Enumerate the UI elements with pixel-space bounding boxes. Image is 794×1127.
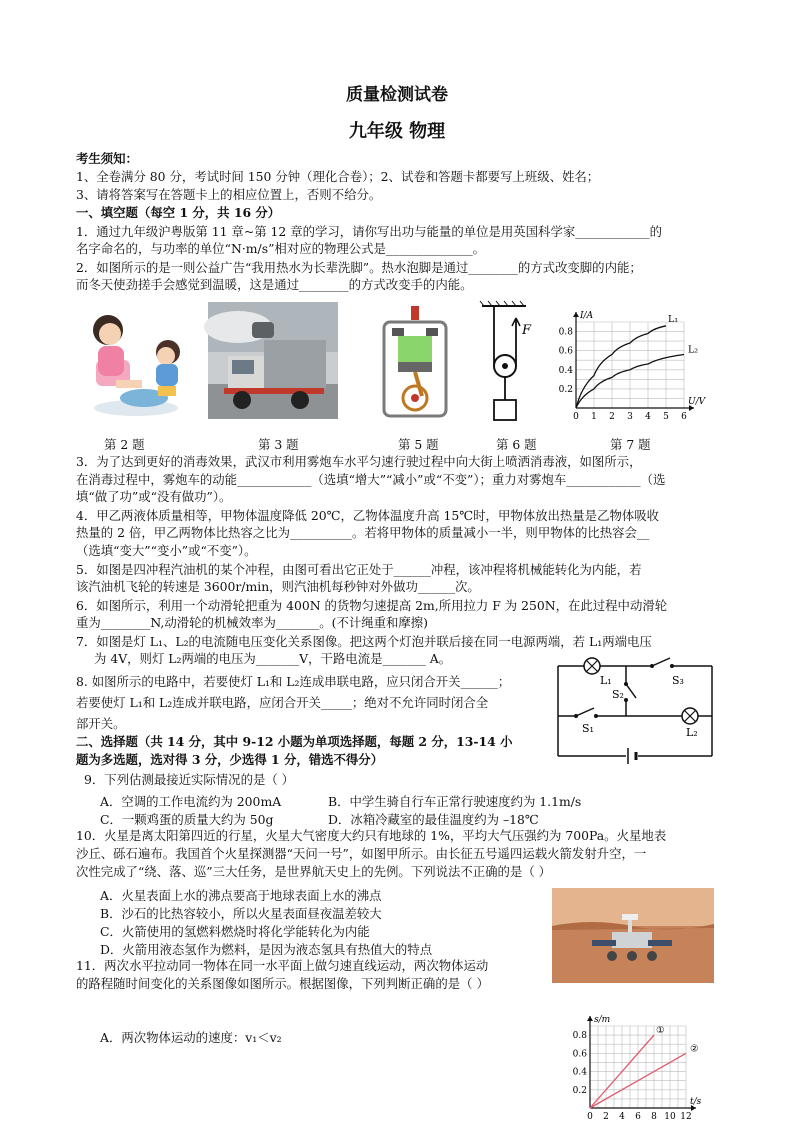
- lamp-l1-icon: [584, 658, 600, 674]
- q8-line-c: 部开关。: [76, 716, 126, 731]
- x-tick-label: 3: [627, 412, 633, 422]
- y-axis-arrow: [587, 1016, 593, 1021]
- series-label-2: ②: [690, 1043, 699, 1055]
- x-axis-label: U/V: [688, 397, 706, 407]
- x-tick-label: 1: [591, 412, 597, 422]
- x-tick-label: 0: [573, 412, 579, 422]
- switch-s1-icon: [574, 708, 598, 718]
- caption-q5: 第 5 题: [398, 437, 439, 452]
- q9-option-b: B．中学生骑自行车正常行驶速度约为 1.1m/s: [328, 794, 582, 809]
- chart-st-svg: [556, 1008, 716, 1123]
- q8-line-a: 8. 如图所示的电路中，若要使灯 L₁和 L₂连成串联电路，应只闭合开关______；: [76, 674, 511, 689]
- notice-heading: 考生须知：: [76, 151, 138, 166]
- q2-line-b: 而冬天使劲搓手会感觉到温暖，这是通过________的方式改变手的内能。: [76, 277, 473, 292]
- circuit-label-l1: L₁: [600, 674, 612, 687]
- figure-movable-pulley: [480, 300, 542, 426]
- x-tick-label: 6: [635, 1112, 641, 1122]
- circuit-label-l2: L₂: [686, 726, 698, 739]
- chart-iu-svg: [548, 300, 706, 430]
- caption-q6: 第 6 题: [496, 437, 537, 452]
- x-tick-label: 5: [663, 412, 669, 422]
- notice-line-1: 1、全卷满分 80 分，考试时间 150 分钟（理化合卷）；2、试卷和答题卡都要写上班级、姓名；: [76, 169, 600, 184]
- x-tick-label: 6: [681, 412, 687, 422]
- q3-line-b: 在消毒过程中，雾炮车的动能____________（选填“增大”“减小”或“不变”）；重力对雾炮车____________（选: [76, 472, 666, 487]
- caption-q3: 第 3 题: [258, 437, 299, 452]
- circuit-label-s1: S₁: [582, 722, 594, 735]
- y-axis-arrow: [573, 312, 579, 317]
- y-tick-label: 0.6: [572, 1049, 587, 1060]
- x-tick-label: 2: [603, 1112, 609, 1122]
- q1-line-a: 1．通过九年级沪粤版第 11 章~第 12 章的学习，请你写出功与能量的单位是用英国科学家____________的: [76, 224, 662, 239]
- q10-option-b: B．沙石的比热容较小，所以火星表面昼夜温差较大: [100, 906, 382, 921]
- q9-option-a: A．空调的工作电流约为 200mA: [100, 794, 282, 809]
- x-tick-label: 0: [587, 1112, 593, 1122]
- q6-line-a: 6．如图所示，利用一个动滑轮把重为 400N 的货物匀速提高 2m,所用拉力 F 为 250N，在此过程中动滑轮: [76, 598, 668, 613]
- q11-option-a: A．两次物体运动的速度：v₁＜v₂: [100, 1030, 282, 1045]
- q4-line-a: 4．甲乙两液体质量相等，甲物体温度降低 20℃，乙物体温度升高 15℃时，甲物体放出热量是乙物体吸收: [76, 508, 660, 523]
- chart-st-graph: [556, 1008, 716, 1123]
- y-tick-label: 0.4: [572, 1067, 587, 1078]
- x-tick-label: 10: [664, 1112, 676, 1122]
- circuit-label-s3: S₃: [672, 674, 684, 687]
- page-subtitle: 九年级 物理: [348, 121, 446, 142]
- x-tick-label: 4: [619, 1112, 625, 1122]
- series-line-1: [576, 326, 666, 408]
- q1-line-b: 名字命名的，与功率的单位“N·m/s”相对应的物理公式是______________。: [76, 241, 486, 256]
- notice-line-2: 3、请将答案写在答题卡上的相应位置上，否则不给分。: [76, 187, 382, 202]
- x-tick-label: 2: [609, 412, 615, 422]
- q7-line-b: 为 4V，则灯 L₂两端的电压为_______V，干路电流是_______ A。: [94, 651, 452, 666]
- caption-q7: 第 7 题: [610, 437, 651, 452]
- y-tick-label: 0.2: [558, 384, 573, 395]
- q11-line-a: 11．两次水平拉动同一物体在同一水平面上做匀速直线运动，两次物体运动: [76, 958, 489, 973]
- section-2-heading-a: 二、选择题（共 14 分，其中 9-12 小题为单项选择题，每题 2 分，13-14 小: [76, 734, 513, 749]
- q9-option-d: D．冰箱冷藏室的最佳温度约为 –18℃: [328, 812, 539, 827]
- section-1-heading: 一、填空题（每空 1 分，共 16 分）: [76, 205, 281, 220]
- section-2-heading-b: 题为多选题，选对得 3 分，少选得 1 分，错选不得分）: [76, 752, 384, 767]
- q6-line-b: 重为________N,动滑轮的机械效率为_______。(不计绳重和摩擦): [76, 615, 429, 630]
- q4-line-b: 热量的 2 倍，甲乙两物体比热容之比为__________。若将甲物体的质量减小一半，则甲物体的比热容会__: [76, 525, 650, 540]
- svg-text:F: F: [522, 323, 532, 338]
- q10-line-b: 沙丘、砾石遍布。我国首个火星探测器“天问一号”，如图甲所示。由长征五号遥四运载火箭发射升空，一: [76, 846, 647, 861]
- series-label-2: L₂: [688, 344, 699, 356]
- caption-q2: 第 2 题: [104, 437, 145, 452]
- figure-foot-washing: [76, 300, 200, 420]
- q10-option-c: C．火箭使用的氢燃料燃烧时将化学能转化为内能: [100, 924, 370, 939]
- q8-line-b: 若要使灯 L₁和 L₂连成并联电路，应闭合开关_____；绝对不允许同时闭合全: [76, 695, 489, 710]
- y-tick-label: 0.8: [558, 327, 573, 338]
- q4-line-c: （选填“变大”“变小”或“不变”）。: [76, 543, 257, 558]
- q10-line-a: 10．火星是离太阳第四近的行星，火星大气密度大约只有地球的 1%，平均大气压强约为 700Pa。火星地表: [76, 828, 667, 843]
- figure-engine-stroke: [378, 300, 452, 420]
- q10-line-c: 次性完成了“绕、落、巡”三大任务，是世界航天史上的先例。下列说法不正确的是（ ）: [76, 864, 552, 879]
- q3-line-c: 填“做了功”或“没有做功”）。: [76, 489, 232, 504]
- q5-line-a: 5．如图是四冲程汽油机的某个冲程，由图可看出它正处于______冲程，该冲程将机械能转化为内能，若: [76, 562, 642, 577]
- q9-option-c: C．一颗鸡蛋的质量大约为 50g: [100, 812, 274, 827]
- series-label-1: L₁: [668, 313, 679, 325]
- q5-line-b: 该汽油机飞轮的转速是 3600r/min，则汽油机每秒钟对外做功______次。: [76, 579, 480, 594]
- x-tick-label: 8: [651, 1112, 657, 1122]
- y-axis-label: s/m: [594, 1015, 611, 1025]
- q3-line-a: 3．为了达到更好的消毒效果，武汉市利用雾炮车水平匀速行驶过程中向大街上喷洒消毒液，如图所示，: [76, 454, 642, 469]
- q10-option-d: D．火箭用液态氢作为燃料，是因为液态氢具有热值大的特点: [100, 942, 433, 957]
- battery-icon: [628, 748, 636, 764]
- circuit-label-s2: S₂: [612, 688, 624, 701]
- lamp-l2-icon: [682, 708, 698, 724]
- x-axis-label: t/s: [690, 1097, 702, 1107]
- switch-s2-icon: [624, 682, 636, 702]
- figure-fog-cannon-truck: [208, 302, 338, 419]
- circuit-diagram: [552, 656, 722, 766]
- q7-line-a: 7．如图是灯 L₁、L₂的电流随电压变化关系图像。把这两个灯泡并联后接在同一电源两端，若 L₁两端电压: [76, 634, 652, 649]
- figure-mars-rover: [552, 888, 714, 983]
- y-tick-label: 0.6: [558, 346, 573, 357]
- y-axis-label: I/A: [580, 311, 594, 321]
- q2-line-a: 2．如图所示的是一则公益广告“我用热水为长辈洗脚”。热水泡脚是通过________的方式改变脚的内能；: [76, 260, 642, 275]
- q11-line-b: 的路程随时间变化的关系图像如图所示。根据图像，下列判断正确的是（ ）: [76, 976, 489, 991]
- y-tick-label: 0.2: [572, 1085, 587, 1096]
- switch-s3-icon: [650, 658, 674, 668]
- y-tick-label: 0.4: [558, 365, 573, 376]
- page-title: 质量检测试卷: [346, 85, 448, 105]
- q10-option-a: A．火星表面上水的沸点要高于地球表面上水的沸点: [100, 888, 382, 903]
- x-tick-label: 12: [680, 1112, 692, 1122]
- y-tick-label: 0.8: [572, 1031, 587, 1042]
- series-label-1: ①: [656, 1025, 665, 1037]
- chart-iu-graph: [548, 300, 706, 430]
- q9-stem: 9．下列估测最接近实际情况的是（ ）: [84, 772, 295, 787]
- x-tick-label: 4: [645, 412, 651, 422]
